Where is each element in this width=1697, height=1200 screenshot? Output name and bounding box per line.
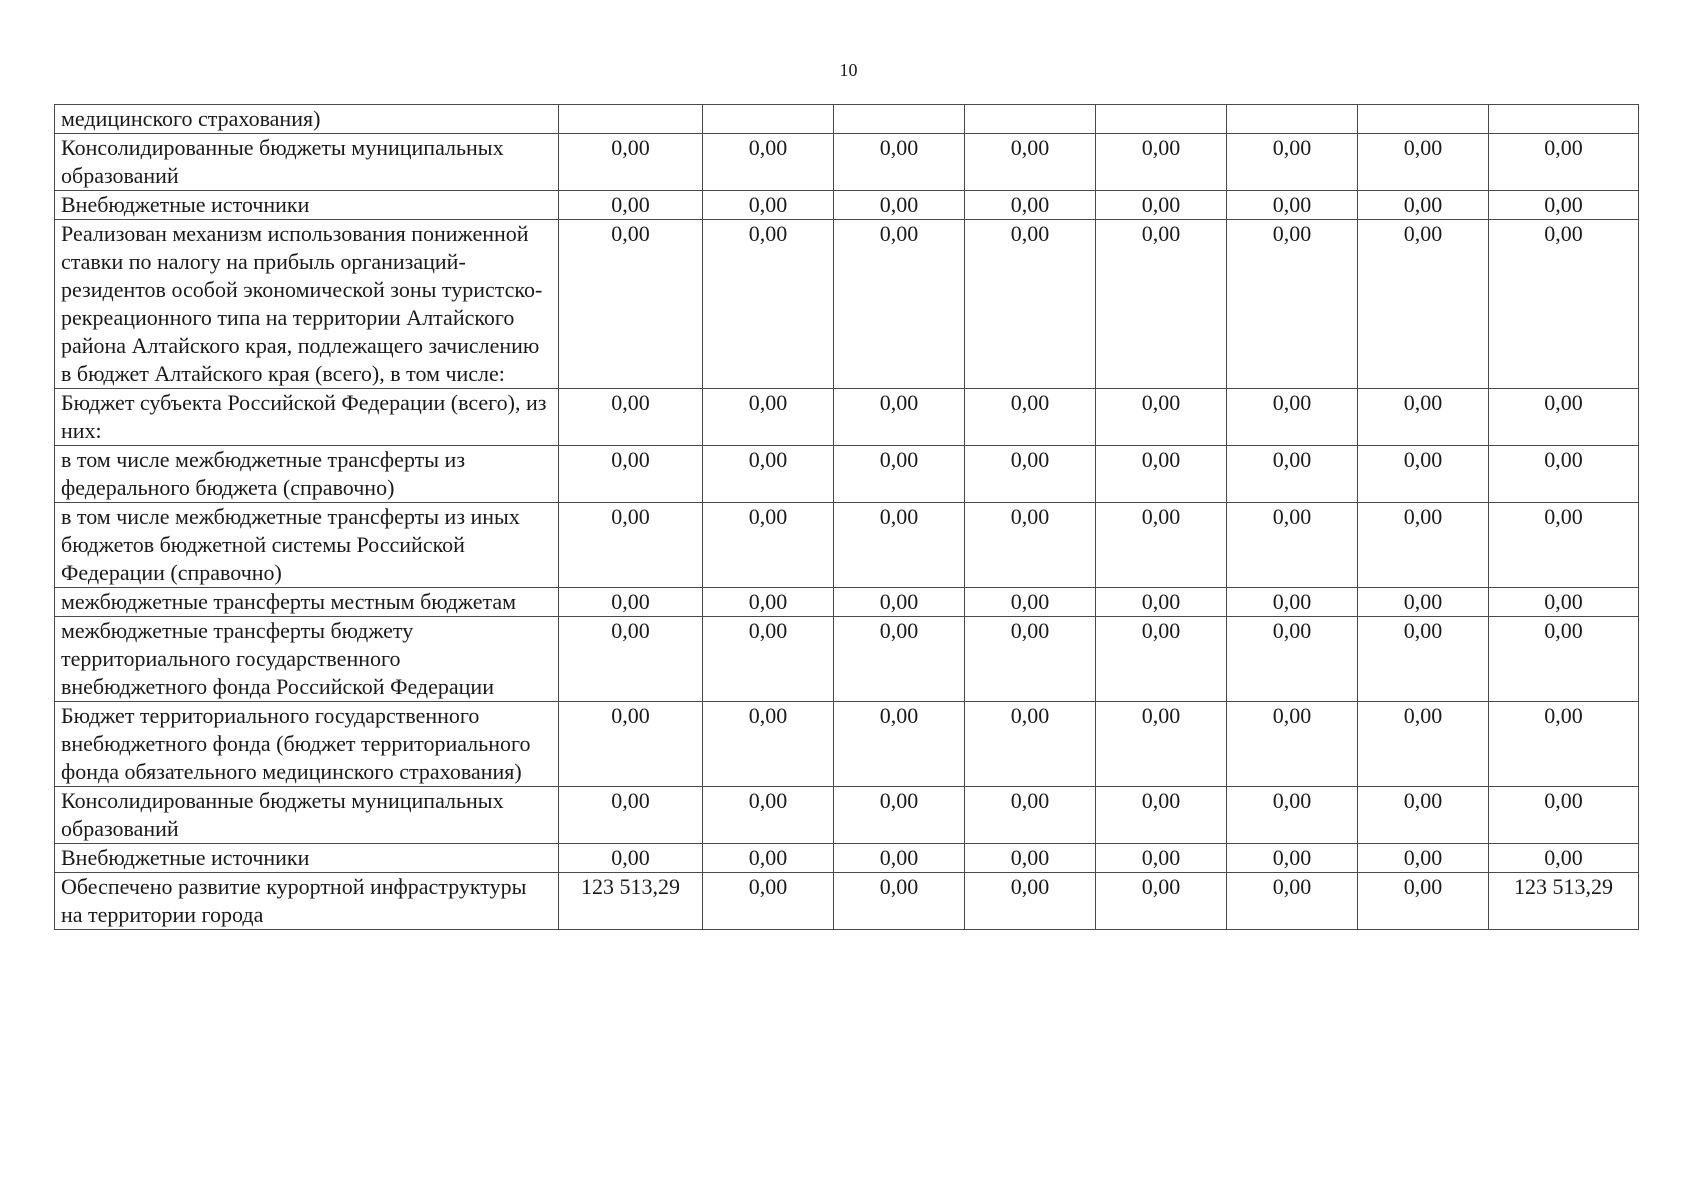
value-cell: 0,00 — [1227, 389, 1358, 446]
table-row — [55, 503, 1639, 588]
row-label: межбюджетные трансферты местным бюджетам — [55, 588, 559, 617]
table-row — [55, 873, 1639, 930]
value-cell: 0,00 — [703, 873, 834, 930]
value-cell: 0,00 — [1358, 446, 1489, 503]
value-cell — [1096, 105, 1227, 134]
value-cell: 0,00 — [703, 220, 834, 389]
value-cell: 0,00 — [1227, 702, 1358, 787]
value-cell: 0,00 — [1227, 617, 1358, 702]
value-cell: 0,00 — [1358, 702, 1489, 787]
table-row — [55, 191, 1639, 220]
value-cell: 0,00 — [1227, 220, 1358, 389]
value-cell: 0,00 — [1489, 389, 1639, 446]
value-cell: 0,00 — [965, 702, 1096, 787]
value-cell: 0,00 — [1489, 588, 1639, 617]
value-cell: 0,00 — [703, 503, 834, 588]
value-cell: 0,00 — [1096, 191, 1227, 220]
value-cell: 0,00 — [965, 873, 1096, 930]
value-cell: 0,00 — [1358, 503, 1489, 588]
value-cell: 0,00 — [1227, 588, 1358, 617]
value-cell: 0,00 — [1358, 787, 1489, 844]
value-cell: 123 513,29 — [559, 873, 703, 930]
value-cell: 0,00 — [559, 389, 703, 446]
value-cell: 0,00 — [1096, 844, 1227, 873]
value-cell: 0,00 — [834, 617, 965, 702]
value-cell: 0,00 — [559, 191, 703, 220]
value-cell: 0,00 — [1096, 134, 1227, 191]
value-cell: 0,00 — [1358, 389, 1489, 446]
row-label: в том числе межбюджетные трансферты из иных бюджетов бюджетной системы Российской Федерации (справочно) — [55, 503, 559, 588]
value-cell: 0,00 — [834, 389, 965, 446]
value-cell — [1489, 105, 1639, 134]
value-cell: 0,00 — [965, 503, 1096, 588]
table-row — [55, 105, 1639, 134]
value-cell: 0,00 — [965, 220, 1096, 389]
value-cell: 0,00 — [1227, 134, 1358, 191]
row-label: Консолидированные бюджеты муниципальных образований — [55, 787, 559, 844]
value-cell: 0,00 — [1358, 134, 1489, 191]
value-cell: 0,00 — [703, 844, 834, 873]
value-cell: 0,00 — [559, 446, 703, 503]
table-row — [55, 588, 1639, 617]
value-cell: 0,00 — [1489, 787, 1639, 844]
value-cell: 0,00 — [703, 389, 834, 446]
value-cell: 0,00 — [965, 191, 1096, 220]
value-cell: 0,00 — [834, 191, 965, 220]
table-row — [55, 787, 1639, 844]
value-cell: 0,00 — [1227, 446, 1358, 503]
value-cell: 0,00 — [1096, 446, 1227, 503]
value-cell: 0,00 — [1489, 844, 1639, 873]
value-cell: 0,00 — [559, 134, 703, 191]
value-cell: 0,00 — [559, 844, 703, 873]
value-cell: 123 513,29 — [1489, 873, 1639, 930]
page-number: 10 — [839, 60, 858, 80]
value-cell: 0,00 — [1096, 873, 1227, 930]
value-cell: 0,00 — [834, 220, 965, 389]
value-cell: 0,00 — [1358, 588, 1489, 617]
value-cell: 0,00 — [834, 134, 965, 191]
value-cell: 0,00 — [965, 844, 1096, 873]
table-row — [55, 389, 1639, 446]
value-cell: 0,00 — [1096, 503, 1227, 588]
value-cell: 0,00 — [1227, 787, 1358, 844]
value-cell: 0,00 — [965, 134, 1096, 191]
value-cell: 0,00 — [965, 787, 1096, 844]
row-label: медицинского страхования) — [55, 105, 559, 134]
value-cell: 0,00 — [1096, 702, 1227, 787]
table-row — [55, 446, 1639, 503]
row-label: Обеспечено развитие курортной инфраструктуры на территории города — [55, 873, 559, 930]
value-cell: 0,00 — [965, 389, 1096, 446]
value-cell: 0,00 — [1227, 873, 1358, 930]
row-label: в том числе межбюджетные трансферты из федерального бюджета (справочно) — [55, 446, 559, 503]
value-cell: 0,00 — [703, 617, 834, 702]
value-cell: 0,00 — [965, 446, 1096, 503]
value-cell: 0,00 — [703, 588, 834, 617]
budget-table — [54, 104, 1639, 930]
value-cell: 0,00 — [703, 134, 834, 191]
value-cell: 0,00 — [1489, 617, 1639, 702]
value-cell: 0,00 — [559, 220, 703, 389]
value-cell — [703, 105, 834, 134]
value-cell — [1227, 105, 1358, 134]
row-label: Бюджет субъекта Российской Федерации (всего), из них: — [55, 389, 559, 446]
value-cell: 0,00 — [834, 446, 965, 503]
value-cell: 0,00 — [1489, 702, 1639, 787]
value-cell: 0,00 — [834, 844, 965, 873]
value-cell: 0,00 — [1489, 446, 1639, 503]
value-cell: 0,00 — [1096, 617, 1227, 702]
value-cell: 0,00 — [559, 787, 703, 844]
value-cell: 0,00 — [834, 787, 965, 844]
value-cell: 0,00 — [834, 702, 965, 787]
row-label: Консолидированные бюджеты муниципальных образований — [55, 134, 559, 191]
value-cell: 0,00 — [1096, 588, 1227, 617]
row-label: Внебюджетные источники — [55, 844, 559, 873]
value-cell — [1358, 105, 1489, 134]
value-cell — [834, 105, 965, 134]
value-cell: 0,00 — [559, 503, 703, 588]
value-cell: 0,00 — [1358, 191, 1489, 220]
value-cell: 0,00 — [1489, 191, 1639, 220]
table-row — [55, 844, 1639, 873]
value-cell: 0,00 — [1096, 220, 1227, 389]
row-label: межбюджетные трансферты бюджету территориального государственного внебюджетного фонда Российской Федерации — [55, 617, 559, 702]
value-cell: 0,00 — [1227, 503, 1358, 588]
value-cell: 0,00 — [1358, 873, 1489, 930]
value-cell: 0,00 — [1489, 134, 1639, 191]
value-cell: 0,00 — [1358, 844, 1489, 873]
value-cell: 0,00 — [559, 702, 703, 787]
table-row — [55, 702, 1639, 787]
value-cell: 0,00 — [1489, 503, 1639, 588]
value-cell: 0,00 — [1227, 191, 1358, 220]
value-cell: 0,00 — [1358, 617, 1489, 702]
row-label: Внебюджетные источники — [55, 191, 559, 220]
value-cell: 0,00 — [703, 191, 834, 220]
table-row — [55, 134, 1639, 191]
value-cell: 0,00 — [834, 503, 965, 588]
value-cell: 0,00 — [559, 617, 703, 702]
value-cell: 0,00 — [965, 588, 1096, 617]
value-cell: 0,00 — [834, 588, 965, 617]
value-cell: 0,00 — [834, 873, 965, 930]
value-cell: 0,00 — [965, 617, 1096, 702]
value-cell: 0,00 — [1358, 220, 1489, 389]
value-cell: 0,00 — [559, 588, 703, 617]
row-label: Бюджет территориального государственного внебюджетного фонда (бюджет территориального фонда обязательного медицинского страхования) — [55, 702, 559, 787]
value-cell: 0,00 — [1227, 844, 1358, 873]
value-cell: 0,00 — [1096, 389, 1227, 446]
table-row — [55, 220, 1639, 389]
value-cell: 0,00 — [1096, 787, 1227, 844]
value-cell: 0,00 — [703, 446, 834, 503]
row-label: Реализован механизм использования пониженной ставки по налогу на прибыль организаций-резидентов особой экономической зоны туристско-рекреационного типа на территории Алтайского района Алтайского края, подлежащего зачислению в бюджет Алтайского края (всего), в том числе: — [55, 220, 559, 389]
value-cell — [559, 105, 703, 134]
value-cell: 0,00 — [1489, 220, 1639, 389]
value-cell: 0,00 — [703, 787, 834, 844]
value-cell — [965, 105, 1096, 134]
table-row — [55, 617, 1639, 702]
value-cell: 0,00 — [703, 702, 834, 787]
